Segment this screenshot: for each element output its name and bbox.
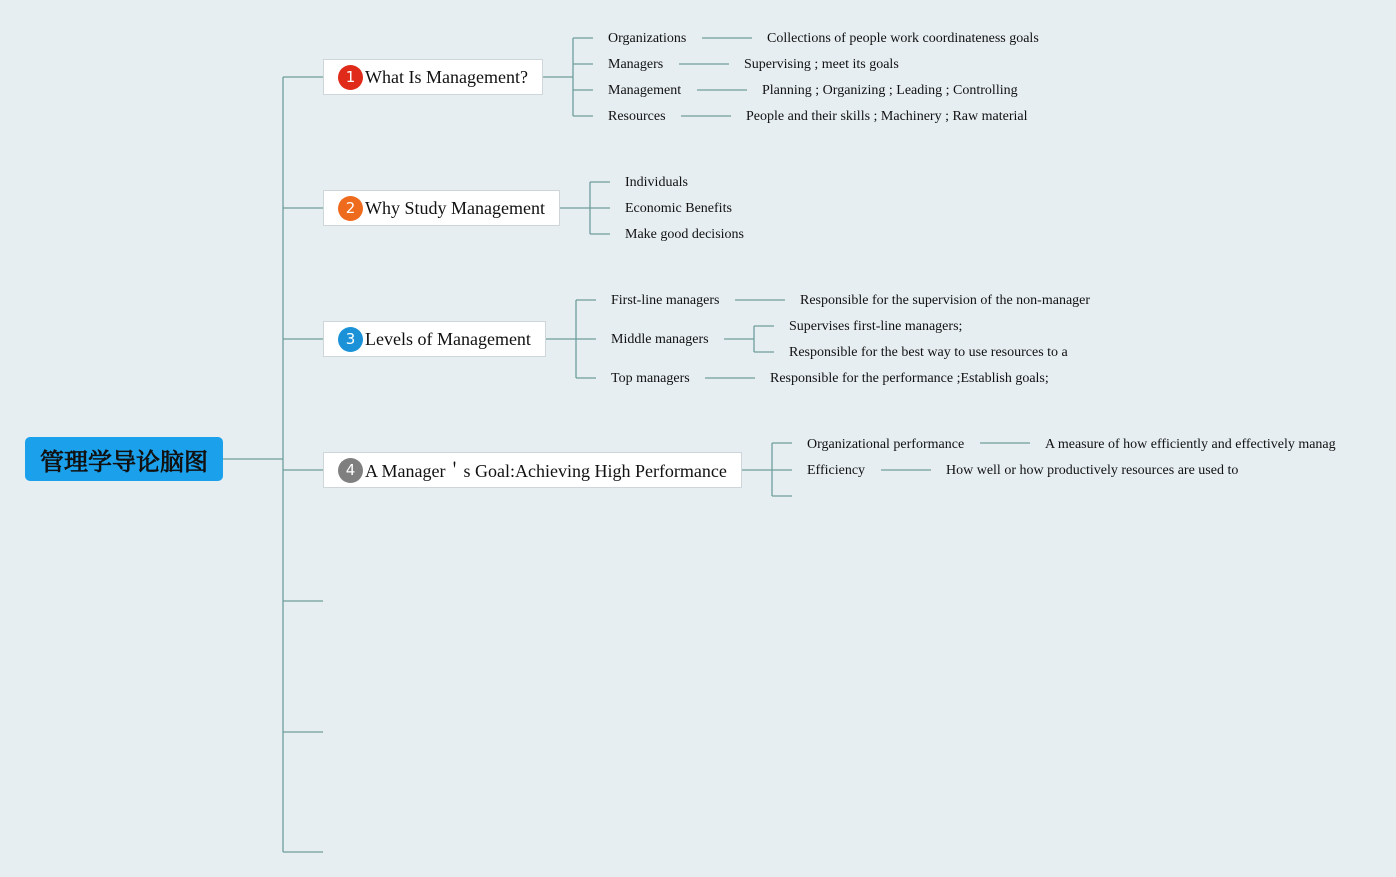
detail-middle-managers-1[interactable]: Supervises first-line managers; (789, 319, 963, 334)
number-badge: 4 (338, 458, 363, 483)
detail-efficiency[interactable]: How well or how productively resources are used to (946, 463, 1239, 478)
topic-title: A Manager＇s Goal:Achieving High Performance (365, 461, 727, 481)
number-badge: 2 (338, 196, 363, 221)
detail-managers[interactable]: Supervising ; meet its goals (744, 57, 899, 72)
topic-managers-goal[interactable] (323, 452, 742, 488)
subtopic-economic-benefits[interactable]: Economic Benefits (625, 201, 732, 216)
number-badge: 1 (338, 65, 363, 90)
detail-resources[interactable]: People and their skills ; Machinery ; Raw material (746, 109, 1028, 124)
detail-management[interactable]: Planning ; Organizing ; Leading ; Controlling (762, 83, 1018, 98)
subtopic-organizational-performance[interactable]: Organizational performance (807, 437, 965, 452)
detail-organizations[interactable]: Collections of people work coordinateness goals (767, 31, 1039, 46)
subtopic-top-managers[interactable]: Top managers (611, 371, 690, 386)
topic-title: Levels of Management (365, 328, 531, 349)
topic-title: Why Study Management (365, 197, 545, 218)
topic-title: What Is Management? (365, 66, 528, 87)
topic-why-study-management[interactable] (323, 190, 560, 226)
subtopic-first-line-managers[interactable]: First-line managers (611, 293, 720, 308)
subtopic-managers[interactable]: Managers (608, 57, 664, 72)
detail-first-line-managers[interactable]: Responsible for the supervision of the non-manager (800, 293, 1091, 308)
topic-what-is-management[interactable] (323, 59, 543, 95)
detail-top-managers[interactable]: Responsible for the performance ;Establish goals; (770, 371, 1049, 386)
detail-organizational-performance[interactable]: A measure of how efficiently and effectively manag (1045, 437, 1336, 452)
subtopic-individuals[interactable]: Individuals (625, 175, 688, 190)
number-badge: 3 (338, 327, 363, 352)
topic-levels-of-management[interactable] (323, 321, 546, 357)
subtopic-resources[interactable]: Resources (608, 109, 666, 124)
subtopic-make-good-decisions[interactable]: Make good decisions (625, 227, 744, 242)
detail-middle-managers-2[interactable]: Responsible for the best way to use resources to a (789, 345, 1068, 360)
subtopic-management[interactable]: Management (608, 83, 682, 98)
subtopic-efficiency[interactable]: Efficiency (807, 463, 866, 478)
subtopic-middle-managers[interactable]: Middle managers (611, 332, 709, 347)
subtopic-organizations[interactable]: Organizations (608, 31, 687, 46)
root-topic[interactable]: 管理学导论脑图 (25, 437, 223, 481)
